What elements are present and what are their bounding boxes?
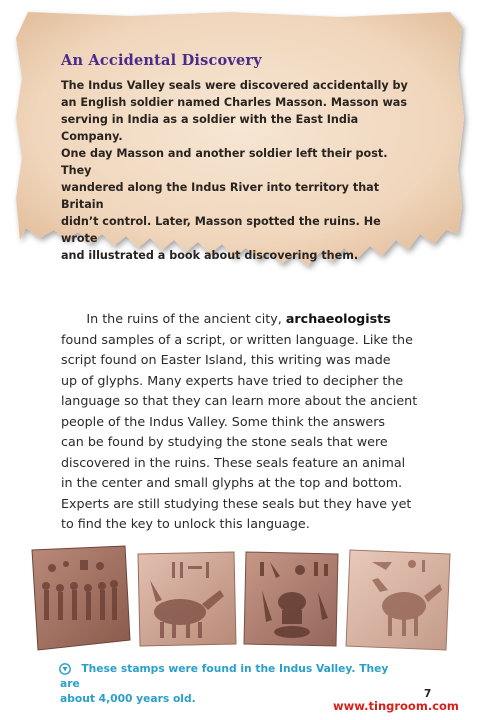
seal-2 [138,552,236,646]
glossary-term-archaeologists: archaeologists [285,311,391,326]
main-text-body: found samples of a script, or written language. Like the script found on Easter Island, this writing was made up of glyphs. Many experts have tried to decipher the language so that they can learn more about the ancient people of the Indus Valley. Some think the answers can be found by studying the stone seals that were discovered in the ruins. These seals feature an animal in the center and small glyphs at the top and bottom. Experts are still studying these seals but they have yet to find the key to unlock this language. [61,331,418,531]
seal-1 [32,546,130,650]
main-text-intro: In the ruins of the ancient city, [86,311,286,326]
seal-3 [244,552,338,646]
page-number: 7 [424,688,432,700]
sidebar-title: An Accidental Discovery [61,52,262,69]
seal-4 [346,550,450,650]
main-paragraph [61,309,441,535]
sidebar-body: The Indus Valley seals were discovered accidentally by an English soldier named Charles Masson. Masson was serving in India as a soldier with the East India Company. One day Masson and another soldier left their post. They wandered along the Indus River into territory that Britain didn’t control. Later, Masson spotted the ruins. He wrote and illustrated a book about discovering them. [61,79,408,262]
caption-text: These stamps were found in the Indus Valley. They are about 4,000 years old. [60,662,389,705]
seal-photos [0,540,482,660]
sidebar-box [61,52,421,264]
site-watermark-url[interactable]: www.tingroom.com [333,699,459,713]
